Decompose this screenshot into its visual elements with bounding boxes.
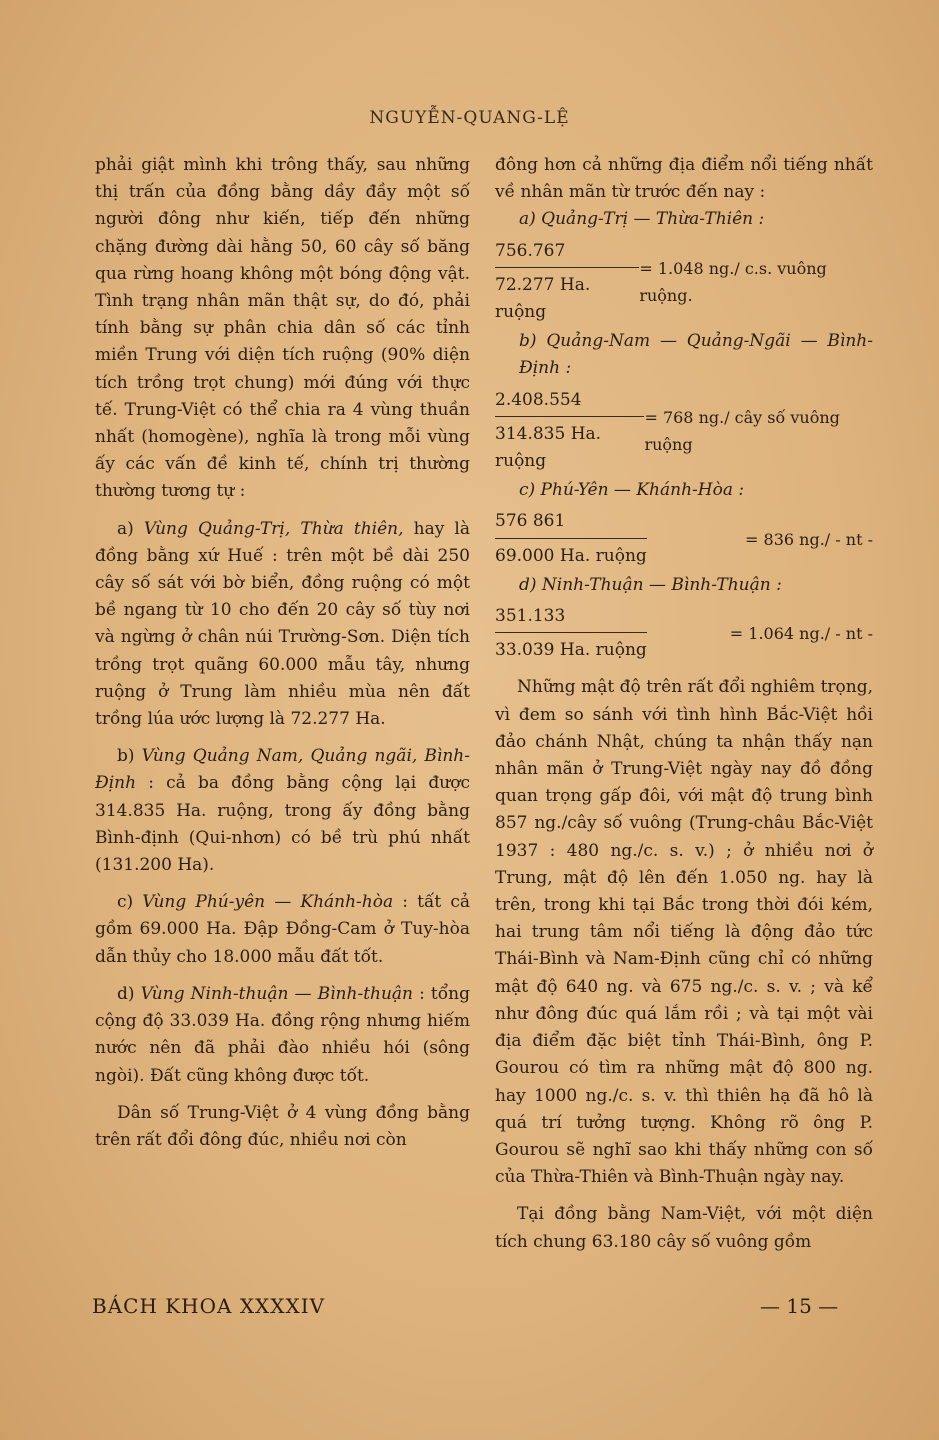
right-column [495, 152, 873, 1256]
formula-label-a: a) Quảng-Trị — Thừa-Thiên : [519, 209, 765, 230]
result: = 1.064 ng./ - nt - [729, 624, 873, 644]
numerator: 2.408.554 [495, 387, 644, 417]
paragraph: đông hơn cả những địa điểm nổi tiếng nhất về nhân mãn từ trước đến nay : [495, 155, 873, 203]
paragraph: Dân số Trung-Việt ở 4 vùng đồng bằng trên rất đổi đông đúc, nhiều nơi còn [95, 1102, 470, 1150]
density-formula-d [495, 603, 873, 664]
denominator: 314.835 Ha. ruộng [495, 423, 602, 472]
formula-label-b: b) Quảng-Nam — Quảng-Ngãi — Bình-Định : [519, 331, 873, 379]
numerator: 576 861 [495, 508, 647, 538]
density-formula-a [495, 238, 873, 327]
running-header: NGUYỄN-QUANG-LỆ [369, 108, 570, 128]
density-formula-c [495, 508, 873, 569]
paragraph: Tại đồng bằng Nam-Việt, với một diện tích chung 63.180 cây số vuông gồm [495, 1204, 873, 1252]
paragraph-region-c: c) Vùng Phú-yên — Khánh-hòa : tất cả gồm 69.000 Ha. Đập Đồng-Cam ở Tuy-hòa dẫn thủy cho 18.000 mẫu đất tốt. [95, 892, 470, 967]
result: = 1.048 ng./ c.s. vuông ruộng. [639, 258, 827, 305]
result: = 768 ng./ cây số vuông ruộng [644, 407, 840, 454]
formula-label-d: d) Ninh-Thuận — Bình-Thuận : [519, 574, 782, 595]
denominator: 33.039 Ha. ruộng [495, 640, 647, 661]
denominator: 69.000 Ha. ruộng [495, 545, 647, 566]
paragraph-region-d: d) Vùng Ninh-thuận — Bình-thuận : tổng cộng độ 33.039 Ha. đồng rộng nhưng hiếm nước nên đã phải đào nhiều hói (sông ngòi). Đất cũng không được tốt. [95, 983, 470, 1086]
left-column [95, 152, 470, 1154]
result: = 836 ng./ - nt - [745, 529, 873, 549]
page-number: — 15 — [760, 1294, 839, 1318]
paragraph: phải giật mình khi trông thấy, sau những thị trấn của đồng bằng dầy đầy một số người đông như kiến, tiếp đến những chặng đường dài hằng 50, 60 cây số băng qua rừng hoang không một bóng động vật. Tình trạng nhân mãn thật sự, do đó, phải tính bằng sự phân chia dân số các tỉnh miền Trung với diện tích ruộng (90% diện tích trồng trọt chung) mới đúng với thực tế. Trung-Việt có thể chia ra 4 vùng thuần nhất (homogène), nghĩa là trong mỗi vùng ấy các vấn đề kinh tế, chính trị thường thường tương tự : [95, 155, 470, 502]
density-formula-b [495, 387, 873, 476]
paragraph-region-a: a) Vùng Quảng-Trị, Thừa thiên, hay là đồng bằng xứ Huế : trên một bề dài 250 cây số sát với bờ biển, đồng ruộng có một bề ngang từ 10 cho đến 20 cây số tùy nơi và ngừng ở chân núi Trường-Sơn. Diện tích trồng trọt quãng 60.000 mẫu tây, nhưng ruộng ở Trung làm nhiều mùa nên đất trồng lúa ước lượng là 72.277 Ha. [95, 518, 471, 730]
numerator: 756.767 [495, 238, 639, 268]
paragraph: Những mật độ trên rất đổi nghiêm trọng, vì đem so sánh với tình hình Bắc-Việt hồi đảo chánh Nhật, chúng ta nhận thấy nạn nhân mãn ở Trung-Việt ngày nay đồ đồng quan trọng gấp đôi, với mật độ trung bình 857 ng./cây số vuông (Trung-châu Bắc-Việt 1937 : 480 ng./c. s. v.) ; ở nhiều nơi ở Trung, mật độ lên đến 1.050 ng. hay là trên, trong khi tại Bắc trong thời đói kém, hai trung tâm nổi tiếng là động đảo tức Thái-Bình và Nam-Định cũng chỉ có những mật độ 640 ng. và 675 ng./c. s. v. ; và kể như đông đúc quá lắm rồi ; và tại một vài địa điểm đặc biệt tỉnh Thái-Bình, ông P. Gourou có tìm ra những mật độ 800 ng. hay 1000 ng./c. s. v. thì thiên hạ đã hô là quá trí tưởng tượng. Không rõ ông P. Gourou sẽ nghĩ sao khi thấy những con số của Thừa-Thiên và Bình-Thuận ngày nay. [495, 677, 873, 1188]
denominator: 72.277 Ha. ruộng [495, 274, 591, 323]
formula-label-c: c) Phú-Yên — Khánh-Hòa : [519, 480, 745, 501]
journal-footer: BÁCH KHOA XXXXIV [92, 1294, 326, 1318]
numerator: 351.133 [495, 603, 647, 633]
paragraph-region-b: b) Vùng Quảng Nam, Quảng ngãi, Bình-Định : cả ba đồng bằng cộng lại được 314.835 Ha. ruộng, trong ấy đồng bằng Bình-định (Qui-nhơn) có bề trù phú nhất (131.200 Ha). [95, 746, 471, 876]
